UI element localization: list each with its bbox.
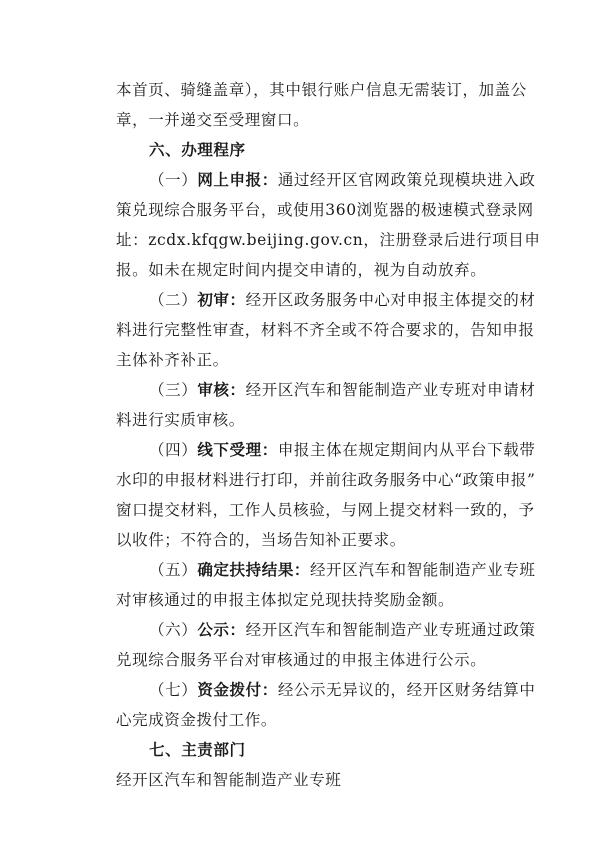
step-text: 通过经开区官网政策兑现模块进入政: [277, 171, 536, 189]
step-number: （一）: [149, 171, 198, 189]
step-keyword: 初审：: [197, 291, 246, 309]
step-text: 经开区汽车和智能制造产业专班通过政策: [245, 621, 536, 639]
text-line: 址：zcdx.kfqgw.beijing.gov.cn，注册登录后进行项目申: [116, 231, 541, 249]
text-line: 本首页、骑缝盖章），其中银行账户信息无需装订，加盖公: [116, 81, 527, 99]
step-text: 经开区汽车和智能制造产业专班对申请材: [245, 381, 536, 399]
step-keyword: 网上申报：: [197, 171, 278, 189]
text-line: 兑现综合服务平台对审核通过的申报主体进行公示。: [116, 651, 487, 669]
text-line: 水印的申报材料进行打印，并前往政务服务中心“政策申报”: [116, 471, 536, 489]
step-number: （五）: [149, 561, 198, 579]
text-line: 料进行实质审核。: [116, 411, 245, 429]
section-heading-procedure: 六、办理程序: [149, 141, 246, 159]
step-keyword: 审核：: [197, 381, 246, 399]
step-number: （六）: [149, 621, 198, 639]
step-keyword: 资金拨付：: [197, 681, 278, 699]
step-7-first-line: [149, 680, 536, 700]
text-line: 心完成资金拨付工作。: [116, 711, 278, 729]
step-text: 申报主体在规定期间内从平台下载带: [277, 441, 536, 459]
step-4-first-line: [149, 440, 536, 460]
text-line: 章，一并递交至受理窗口。: [116, 111, 310, 129]
step-keyword: 确定扶持结果：: [197, 561, 311, 579]
text-line: 主体补齐补正。: [116, 351, 229, 369]
step-text: 经开区政务服务中心对申报主体提交的材: [245, 291, 536, 309]
text-line: 料进行完整性审查，材料不齐全或不符合要求的，告知申报: [116, 321, 535, 339]
step-3-first-line: [149, 380, 536, 400]
section-heading-department: 七、主责部门: [149, 741, 246, 759]
text-line: 以收件；不符合的，当场告知补正要求。: [116, 531, 406, 549]
step-2-first-line: [149, 290, 536, 310]
step-keyword: 公示：: [197, 621, 246, 639]
text-line: 报。如未在规定时间内提交申请的，视为自动放弃。: [116, 261, 487, 279]
department-name: 经开区汽车和智能制造产业专班: [116, 771, 342, 789]
text-line: 窗口提交材料，工作人员核验，与网上提交材料一致的，予: [116, 501, 535, 519]
step-text: 经开区汽车和智能制造产业专班: [310, 561, 536, 579]
text-line: 对审核通过的申报主体拟定兑现扶持奖励金额。: [116, 591, 455, 609]
step-keyword: 线下受理：: [197, 441, 278, 459]
step-number: （四）: [149, 441, 198, 459]
step-number: （七）: [149, 681, 198, 699]
step-text: 经公示无异议的，经开区财务结算中: [277, 681, 536, 699]
step-number: （三）: [149, 381, 198, 399]
step-5-first-line: [149, 560, 536, 580]
step-6-first-line: [149, 620, 536, 640]
step-1-first-line: [149, 170, 536, 190]
step-number: （二）: [149, 291, 198, 309]
text-line: 策兑现综合服务平台，或使用360浏览器的极速模式登录网: [116, 201, 534, 219]
